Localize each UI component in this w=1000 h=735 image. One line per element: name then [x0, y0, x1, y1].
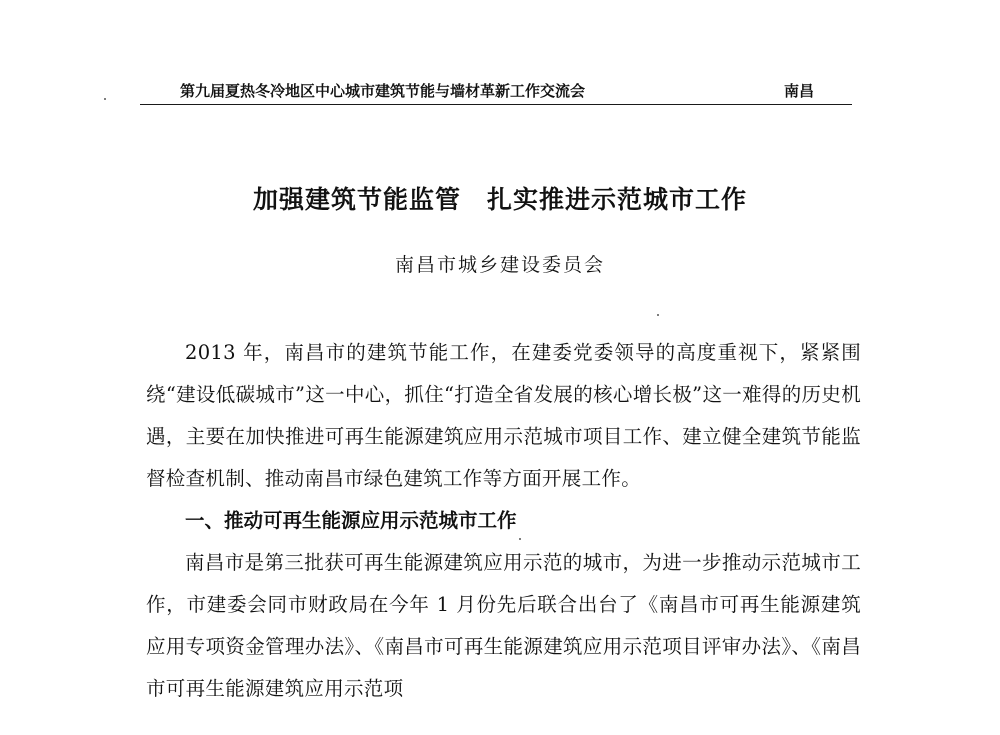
- conference-title: 第九届夏热冬冷地区中心城市建筑节能与墙材革新工作交流会: [180, 82, 586, 100]
- section-heading: 一、推动可再生能源应用示范城市工作: [185, 509, 517, 532]
- header-city: 南昌: [783, 82, 814, 100]
- running-header: [140, 76, 852, 105]
- document-author: 南昌市城乡建设委员会: [394, 254, 605, 276]
- body-text: [146, 332, 861, 710]
- scan-speck: [657, 314, 659, 316]
- intro-paragraph: 2013 年，南昌市的建筑节能工作，在建委党委领导的高度重视下，紧紧围绕“建设低碳城市”这一中心，抓住“打造全省发展的核心增长极”这一难得的历史机遇，主要在加快推进可再生能源建筑应用示范城市项目工作、建立健全建筑节能监督检查机制、推动南昌市绿色建筑工作等方面开展工作。: [146, 341, 861, 490]
- scan-speck: [104, 98, 106, 100]
- section-paragraph: 南昌市是第三批获可再生能源建筑应用示范的城市，为进一步推动示范城市工作，市建委会同市财政局在今年 1 月份先后联合出台了《南昌市可再生能源建筑应用专项资金管理办法》、《南昌市可再生能源建筑应用示范项目评审办法》、《南昌市可再生能源建筑应用示范项: [146, 551, 861, 700]
- document-title: 加强建筑节能监管 扎实推进示范城市工作: [252, 185, 747, 214]
- scan-speck: [519, 538, 521, 540]
